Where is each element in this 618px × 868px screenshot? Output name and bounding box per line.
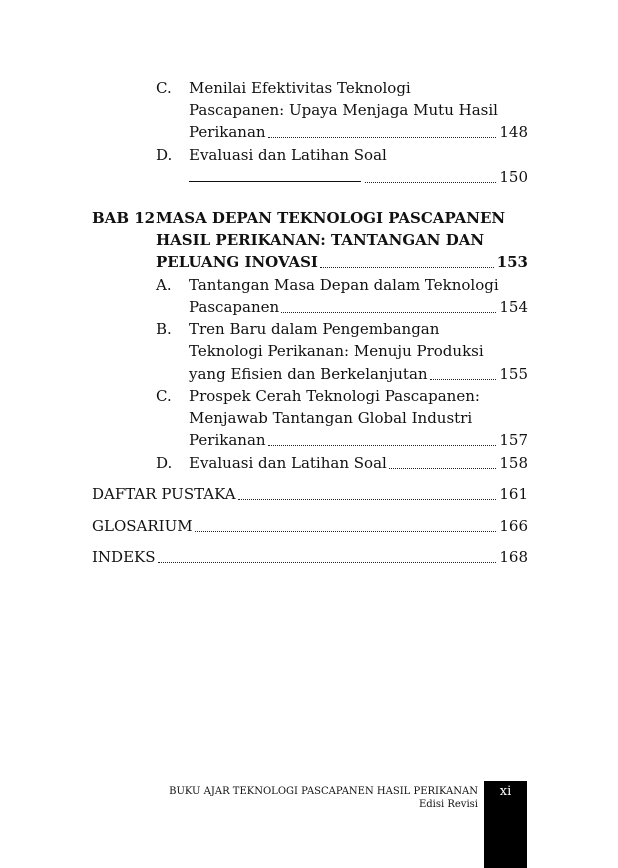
- toc-entry-row[interactable]: [189, 166, 528, 188]
- page-number: 153: [496, 253, 528, 271]
- toc-entry-letter: B.: [156, 320, 172, 338]
- chapter-title: HASIL PERIKANAN: TANTANGAN DAN: [156, 231, 485, 249]
- page-number: 166: [499, 517, 528, 535]
- toc-entry-text: Teknologi Perikanan: Menuju Produksi: [189, 342, 484, 360]
- page-number: 150: [499, 168, 528, 186]
- dot-leader: [158, 562, 497, 563]
- toc-entry-row-indeks[interactable]: [92, 546, 528, 568]
- toc-entry-row-daftar-pustaka[interactable]: [92, 483, 528, 505]
- toc-entry-text: Menjawab Tantangan Global Industri: [189, 409, 473, 427]
- toc-entry-text: Perikanan: [189, 431, 266, 449]
- toc-entry-row[interactable]: [189, 296, 528, 318]
- toc-entry-text: Tantangan Masa Depan dalam Teknologi: [189, 276, 499, 294]
- dot-leader: [365, 182, 496, 183]
- dot-leader: [320, 267, 494, 268]
- toc-entry-text: Perikanan: [189, 123, 266, 141]
- dot-leader: [195, 531, 497, 532]
- dot-leader: [430, 379, 497, 380]
- footer-edition: Edisi Revisi: [418, 799, 478, 810]
- footer-book-title: BUKU AJAR TEKNOLOGI PASCAPANEN HASIL PERIKANAN: [169, 786, 478, 797]
- toc-entry-text: Tren Baru dalam Pengembangan: [189, 320, 440, 338]
- dot-leader: [389, 468, 497, 469]
- toc-entry-text: yang Efisien dan Berkelanjutan: [189, 365, 428, 383]
- dot-leader: [268, 137, 497, 138]
- toc-entry-text: Evaluasi dan Latihan Soal: [189, 454, 387, 472]
- toc-entry-row[interactable]: [189, 429, 528, 451]
- footer-page-number-box: [484, 781, 527, 868]
- toc-entry-letter: C.: [156, 79, 172, 97]
- toc-entry-letter: A.: [156, 276, 172, 294]
- toc-entry-text: Evaluasi dan Latihan Soal: [189, 146, 387, 164]
- chapter-row[interactable]: [156, 251, 528, 273]
- footer-page-number: xi: [499, 784, 512, 799]
- toc-entry-letter: D.: [156, 454, 173, 472]
- toc-entry-letter: C.: [156, 387, 172, 405]
- page-number: 155: [499, 365, 528, 383]
- page-number: 168: [499, 548, 528, 566]
- toc-entry-letter: D.: [156, 146, 173, 164]
- toc-entry-text: Prospek Cerah Teknologi Pascapanen:: [189, 387, 480, 405]
- toc-entry-text: Menilai Efektivitas Teknologi: [189, 79, 411, 97]
- toc-entry-text: Pascapanen: Upaya Menjaga Mutu Hasil: [189, 101, 498, 119]
- dot-leader: [268, 445, 497, 446]
- page-number: 161: [499, 485, 528, 503]
- toc-entry-row[interactable]: [189, 363, 528, 385]
- dot-leader: [281, 312, 496, 313]
- blank-underline: [189, 168, 361, 182]
- chapter-title: MASA DEPAN TEKNOLOGI PASCAPANEN: [156, 209, 506, 227]
- chapter-label: BAB 12: [92, 209, 156, 227]
- page-number: 154: [499, 298, 528, 316]
- page-number: 148: [499, 123, 528, 141]
- toc-entry-row-glosarium[interactable]: [92, 515, 528, 537]
- page-number: 157: [499, 431, 528, 449]
- toc-entry-text: INDEKS: [92, 548, 156, 566]
- toc-entry-text: DAFTAR PUSTAKA: [92, 485, 236, 503]
- toc-entry-text: Pascapanen: [189, 298, 280, 316]
- page-number: 158: [499, 454, 528, 472]
- toc-entry-text: GLOSARIUM: [92, 517, 193, 535]
- chapter-title: PELUANG INOVASI: [156, 253, 318, 271]
- toc-entry-row[interactable]: [189, 121, 528, 143]
- dot-leader: [238, 499, 497, 500]
- toc-entry-row[interactable]: [189, 452, 528, 474]
